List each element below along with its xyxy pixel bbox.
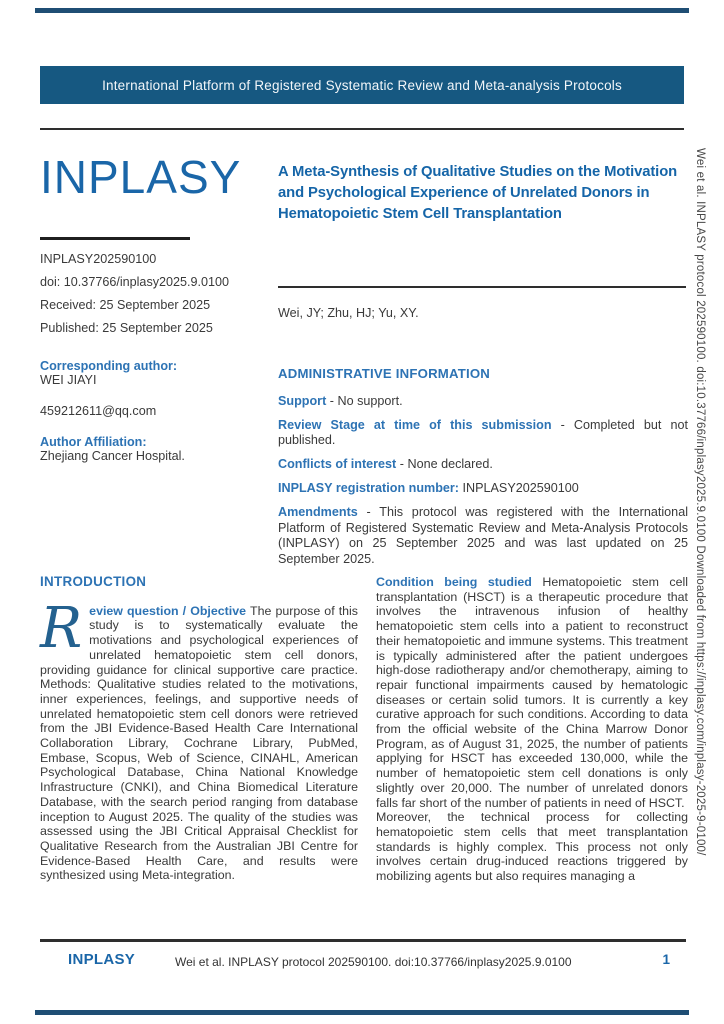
condition-label: Condition being studied [376, 575, 543, 589]
introduction-heading: INTRODUCTION [40, 574, 147, 589]
footer-logo: INPLASY [68, 951, 136, 968]
footer-divider [40, 939, 686, 942]
logo-underline [40, 237, 190, 240]
sidebar-download-note: Wei et al. INPLASY protocol 202590100. doi:10.37766/inplasy2025.9.0100 Downloaded from https://inplasy.com/inplasy-2025-9-0100/ [694, 148, 706, 856]
platform-banner [40, 66, 684, 104]
admin-item-support: Support - No support. [278, 393, 403, 408]
page-number: 1 [662, 952, 670, 967]
published-date: Published: 25 September 2025 [40, 321, 213, 335]
header-divider [40, 128, 684, 130]
admin-item-amendments: Amendments - This protocol was registered with the International Platform of Registered Systematic Review and Meta-Analysis Protocols (INPLASY) on 25 September 2025 and was last updated on 25 September 2025. [278, 505, 688, 566]
condition-paragraph-1 [376, 575, 688, 810]
dropcap-R: R [40, 595, 83, 661]
admin-item-registration-number: INPLASY registration number: INPLASY202590100 [278, 481, 579, 495]
corresponding-author-label: Corresponding author: [40, 359, 178, 373]
affiliation-value: Zhejiang Cancer Hospital. [40, 449, 185, 463]
registration-id: INPLASY202590100 [40, 252, 157, 266]
authors-divider [278, 286, 686, 288]
platform-banner-text: International Platform of Registered Systematic Review and Meta-analysis Protocols [102, 77, 622, 93]
introduction-section [40, 575, 358, 883]
page-bottom-bar [35, 1010, 689, 1015]
review-question-label: eview question / Objective [89, 603, 251, 618]
authors-line: Wei, JY; Zhu, HJ; Yu, XY. [278, 306, 419, 320]
affiliation-label: Author Affiliation: [40, 435, 147, 449]
introduction-paragraph [40, 595, 358, 883]
corresponding-author-name: WEI JIAYI [40, 373, 97, 387]
admin-item-review-stage: Review Stage at time of this submission - Completed but not published. [278, 417, 688, 447]
administrative-information [278, 366, 688, 576]
protocol-title: A Meta-Synthesis of Qualitative Studies on the Motivation and Psychological Experience of Unrelated Donors in Hematopoietic Stem Cell Transplantation [278, 164, 678, 222]
condition-section [376, 575, 688, 884]
condition-paragraph-2: Moreover, the technical process for collecting hematopoietic stem cells that meet transplantation standards is highly complex. This process not only involves certain drug-induced reactions triggered by mobilizing agents but also requires managing a [376, 810, 688, 884]
introduction-body: The purpose of this study is to systematically evaluate the motivations and psychological experiences of unrelated hematopoietic stem cell donors, providing guidance for clinical supportive care practice. Methods: Qualitative studies related to the motivations, inner experiences, feelings, and supportive needs of unrelated hematopoietic stem cell donors were retrieved from the JBI Evidence-Based Health Care International Collaboration Library, Cochrane Library, PubMed, Embase, Scopus, Web of Science, CINAHL, American Psychological Database, China National Knowledge Infrastructure (CNKI), and China Biomedical Literature Database, with the search period ranging from database inception to August 2025. The quality of the studies was assessed using the JBI Critical Appraisal Checklist for Qualitative Research from the Australian JBI Centre for Evidence-Based Health Care, and results were synthesized using Meta-integration. [40, 603, 358, 883]
page-top-bar [35, 8, 689, 13]
admin-heading: ADMINISTRATIVE INFORMATION [278, 366, 491, 381]
condition-body-1: Hematopoietic stem cell transplantation (HSCT) is a therapeutic procedure that involves the intravenous infusion of healthy hematopoietic stem cells into a patient to reconstruct their hematopoietic and immune systems. This treatment is typically administered after the patient undergoes high-dose radiotherapy and/or chemotherapy, aiming to repair functional impairments caused by hematologic diseases or certain solid tumors. It is currently a key curative approach for such conditions. According to data from the official website of the China Marrow Donor Program, as of August 31, 2025, the number of patients applying for HSCT has exceeded 130,000, while the number of hematopoietic stem cell donations is only slightly over 20,000. The number of unrelated donors falls far short of the number of patients in need of HSCT. [376, 575, 688, 810]
corresponding-author-email[interactable]: 459212611@qq.com [40, 404, 157, 418]
admin-item-conflicts: Conflicts of interest - None declared. [278, 457, 493, 471]
received-date: Received: 25 September 2025 [40, 298, 211, 312]
registration-meta [40, 252, 276, 463]
footer-citation: Wei et al. INPLASY protocol 202590100. doi:10.37766/inplasy2025.9.0100 [175, 955, 572, 969]
inplasy-logo: INPLASY [40, 151, 242, 203]
doi-line: doi: 10.37766/inplasy2025.9.0100 [40, 275, 230, 289]
